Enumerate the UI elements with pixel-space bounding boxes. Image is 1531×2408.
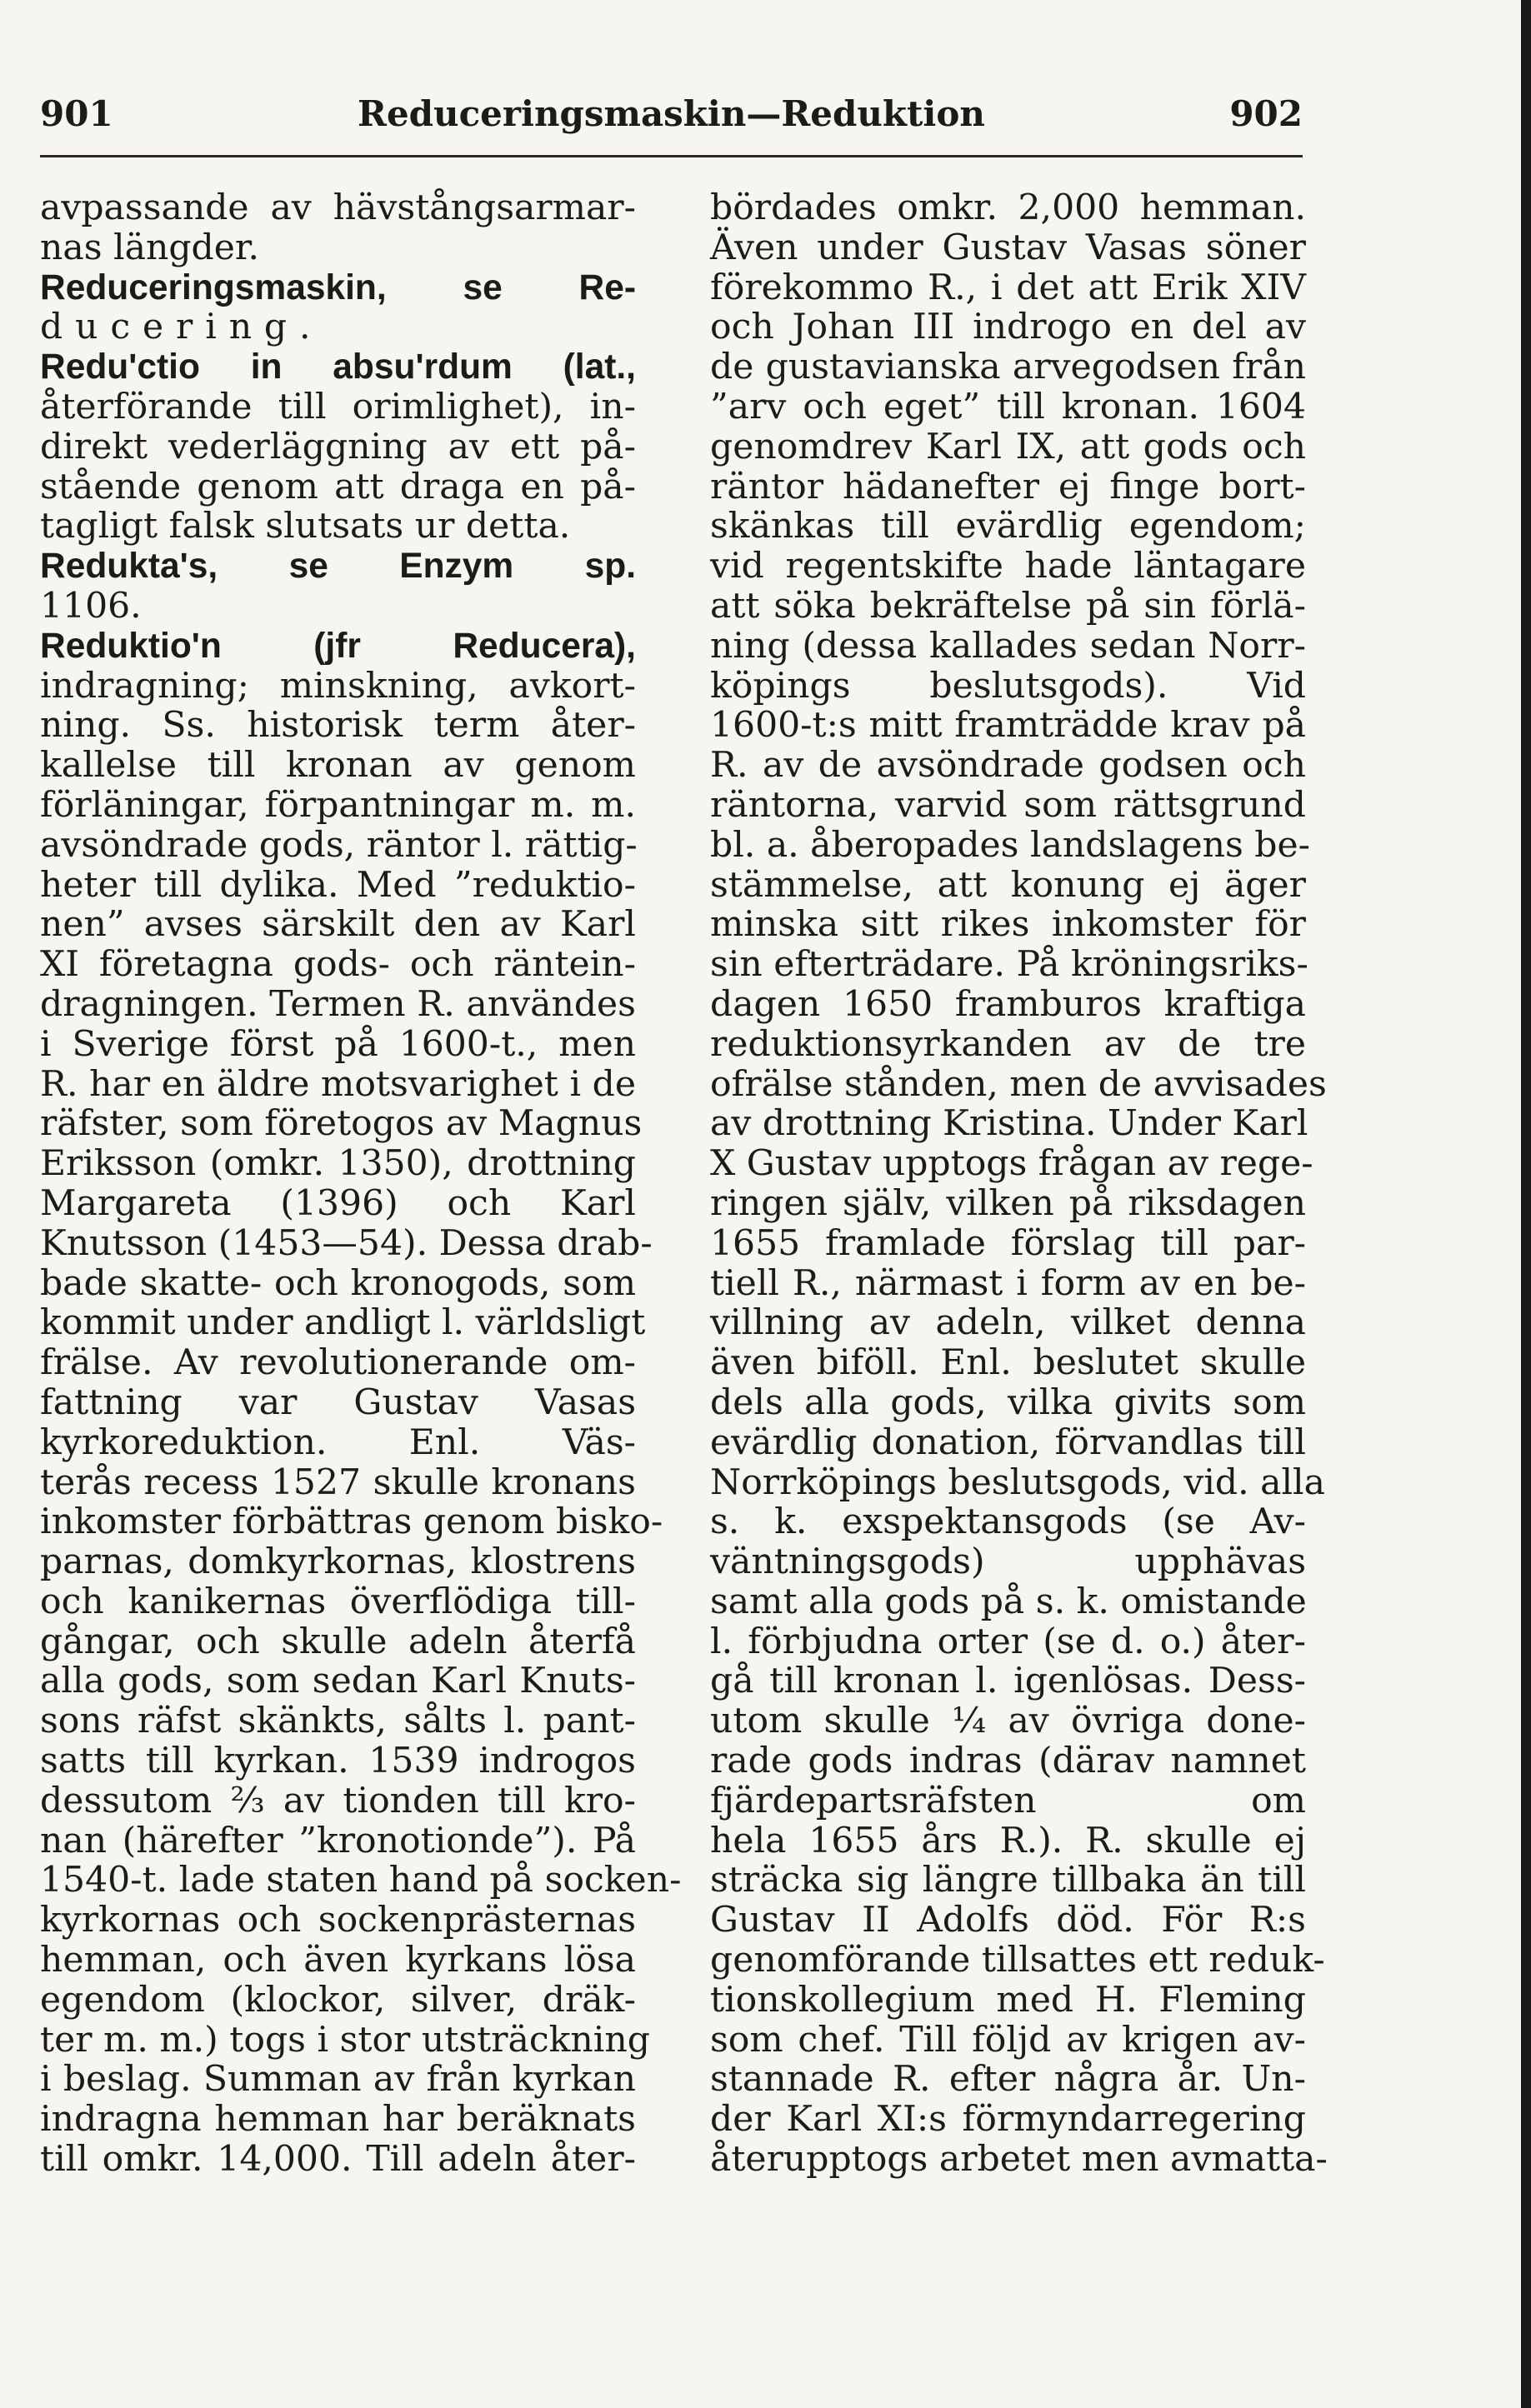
text-line: 1540-t. lade staten hand på socken- [40, 1860, 682, 1901]
text-line: fjärdepartsräfsten om [710, 1780, 1306, 1821]
text-line: räfster, som företogos av Magnus [40, 1103, 643, 1145]
page-number-left: 901 [40, 93, 113, 134]
text-line: X Gustav upptogs frågan av rege- [710, 1143, 1313, 1185]
text-line: egendom (klockor, silver, dräk- [40, 1979, 636, 2021]
header-rule [40, 155, 1303, 157]
text-line: evärdlig donation, förvandlas till [710, 1421, 1306, 1463]
text-line: sons räfst skänkts, sålts l. pant- [40, 1701, 636, 1742]
text-line: fattning var Gustav Vasas [40, 1381, 636, 1423]
text-line: parnas, domkyrkornas, klostrens [40, 1541, 636, 1583]
text-line: räntorna, varvid som rättsgrund [710, 784, 1306, 826]
text-line: även biföll. Enl. beslutet skulle [710, 1342, 1306, 1384]
left-column [40, 187, 682, 2181]
entry-headword-line: Redu'ctio in absu'rdum (lat., [40, 347, 636, 387]
text-line: XI företagna gods- och räntein- [40, 944, 636, 986]
text-line: återupptogs arbetet men avmatta- [710, 2139, 1328, 2181]
text-line: ning (dessa kallades sedan Norr- [710, 625, 1306, 667]
text-line: väntningsgods) upphävas [710, 1541, 1306, 1583]
text-line: Norrköpings beslutsgods, vid. alla [710, 1461, 1325, 1503]
text-line: reduktionsyrkanden av de tre [710, 1023, 1306, 1065]
text-line: förekommo R., i det att Erik XIV [710, 267, 1306, 308]
text-line: hela 1655 års R.). R. skulle ej [710, 1820, 1306, 1861]
text-line: dessutom ⅔ av tionden till kro- [40, 1780, 636, 1821]
text-line: villning av adeln, vilket denna [710, 1302, 1306, 1344]
text-line: ”arv och eget” till kronan. 1604 [710, 386, 1306, 427]
text-line: av drottning Kristina. Under Karl [710, 1103, 1308, 1145]
text-line: l. förbjudna orter (se d. o.) åter- [710, 1621, 1306, 1662]
text-line: terås recess 1527 skulle kronans [40, 1461, 636, 1503]
text-line: dagen 1650 framburos kraftiga [710, 983, 1306, 1025]
text-line: avsöndrade gods, räntor l. rättig- [40, 824, 638, 866]
text-line: gå till kronan l. igenlösas. Dess- [710, 1661, 1306, 1702]
text-line: 1655 framlade förslag till par- [710, 1222, 1306, 1264]
text-line: de gustavianska arvegodsen från [710, 347, 1306, 388]
text-line: der Karl XI:s förmyndarregering [710, 2099, 1306, 2141]
text-line: nen” avses särskilt den av Karl [40, 904, 636, 946]
text-line: räntor hädanefter ej finge bort- [710, 466, 1306, 507]
text-line: stannade R. efter några år. Un- [710, 2059, 1306, 2101]
text-line: 1106. [40, 585, 142, 627]
text-line: bördades omkr. 2,000 hemman. [710, 187, 1306, 228]
text-line: ringen själv, vilken på riksdagen [710, 1182, 1306, 1224]
text-line: ofrälse stånden, men de avvisades [710, 1063, 1327, 1105]
text-line: i beslag. Summan av från kyrkan [40, 2059, 636, 2101]
text-line: i Sverige först på 1600-t., men [40, 1023, 636, 1065]
entry-headword-line: Reduceringsmaskin, se Re- [40, 267, 636, 307]
text-line: köpings beslutsgods). Vid [710, 665, 1306, 707]
text-line: förläningar, förpantningar m. m. [40, 784, 636, 826]
text-line: skänkas till evärdlig egendom; [710, 506, 1306, 547]
text-line: s. k. exspektansgods (se Av- [710, 1501, 1306, 1543]
text-line: tiell R., närmast i form av en be- [710, 1262, 1306, 1304]
page-header [40, 93, 1303, 143]
text-line: indragning; minskning, avkort- [40, 665, 636, 707]
text-line: stående genom att draga en på- [40, 466, 636, 507]
text-line: tionskollegium med H. Fleming [710, 1979, 1306, 2021]
text-line: ter m. m.) togs i stor utsträckning [40, 2019, 650, 2061]
text-line: kyrkoreduktion. Enl. Väs- [40, 1421, 636, 1463]
running-title: Reduceringsmaskin—Reduktion [358, 93, 985, 134]
text-line: kyrkornas och sockenprästernas [40, 1900, 636, 1941]
text-line: rade gods indras (därav namnet [710, 1741, 1306, 1782]
entry-headword-line: Reduktio'n (jfr Reducera), [40, 626, 636, 666]
text-line: ducering. [40, 307, 323, 348]
text-line: gångar, och skulle adeln återfå [40, 1621, 636, 1662]
right-column [710, 187, 1328, 2181]
text-line: Gustav II Adolfs död. För R:s [710, 1900, 1306, 1941]
text-line: samt alla gods på s. k. omistande [710, 1581, 1307, 1622]
text-line: vid regentskifte hade läntagare [710, 546, 1306, 587]
text-line: genomförande tillsattes ett reduk- [710, 1940, 1325, 1981]
text-line: tagligt falsk slutsats ur detta. [40, 506, 571, 547]
text-line: och kanikernas överflödiga till- [40, 1581, 636, 1622]
text-line: dels alla gods, vilka givits som [710, 1381, 1306, 1423]
text-line: nan (härefter ”kronotionde”). På [40, 1820, 636, 1861]
scan-edge [1521, 0, 1531, 2408]
text-line: direkt vederläggning av ett på- [40, 426, 636, 467]
text-line: 1600-t:s mitt framträdde krav på [710, 705, 1306, 747]
text-line: hemman, och även kyrkans lösa [40, 1940, 636, 1981]
text-line: och Johan III indrogo en del av [710, 307, 1306, 348]
text-line: sin efterträdare. På kröningsriks- [710, 944, 1308, 986]
text-line: heter till dylika. Med ”reduktio- [40, 864, 636, 906]
text-line: R. har en äldre motsvarighet i de [40, 1063, 636, 1105]
text-line: inkomster förbättras genom bisko- [40, 1501, 663, 1543]
text-line: Margareta (1396) och Karl [40, 1182, 636, 1224]
text-line: att söka bekräftelse på sin förlä- [710, 585, 1306, 627]
text-line: bade skatte- och kronogods, som [40, 1262, 636, 1304]
text-line: nas längder. [40, 227, 260, 268]
text-line: genomdrev Karl IX, att gods och [710, 426, 1306, 467]
text-line: minska sitt rikes inkomster för [710, 904, 1306, 946]
text-line: satts till kyrkan. 1539 indrogos [40, 1741, 636, 1782]
text-line: kallelse till kronan av genom [40, 745, 636, 787]
text-line: återförande till orimlighet), in- [40, 386, 636, 427]
text-line: frälse. Av revolutionerande om- [40, 1342, 636, 1384]
text-line: till omkr. 14,000. Till adeln åter- [40, 2139, 636, 2181]
text-line: ning. Ss. historisk term åter- [40, 705, 636, 747]
text-line: stämmelse, att konung ej äger [710, 864, 1306, 906]
text-line: som chef. Till följd av krigen av- [710, 2019, 1306, 2061]
text-line: utom skulle ¼ av övriga done- [710, 1701, 1306, 1742]
text-line: bl. a. åberopades landslagens be- [710, 824, 1311, 866]
text-line: Eriksson (omkr. 1350), drottning [40, 1143, 636, 1185]
text-line: avpassande av hävstångsarmar- [40, 187, 636, 228]
text-line: Knutsson (1453—54). Dessa drab- [40, 1222, 653, 1264]
entry-headword-line: Redukta's, se Enzym sp. [40, 547, 636, 587]
text-line: dragningen. Termen R. användes [40, 983, 636, 1025]
text-line: alla gods, som sedan Karl Knuts- [40, 1661, 636, 1702]
text-line: indragna hemman har beräknats [40, 2099, 636, 2141]
text-line: Även under Gustav Vasas söner [710, 227, 1306, 268]
text-line: kommit under andligt l. världsligt [40, 1302, 646, 1344]
text-line: sträcka sig längre tillbaka än till [710, 1860, 1306, 1901]
text-line: R. av de avsöndrade godsen och [710, 745, 1306, 787]
page-number-right: 902 [1229, 93, 1303, 134]
